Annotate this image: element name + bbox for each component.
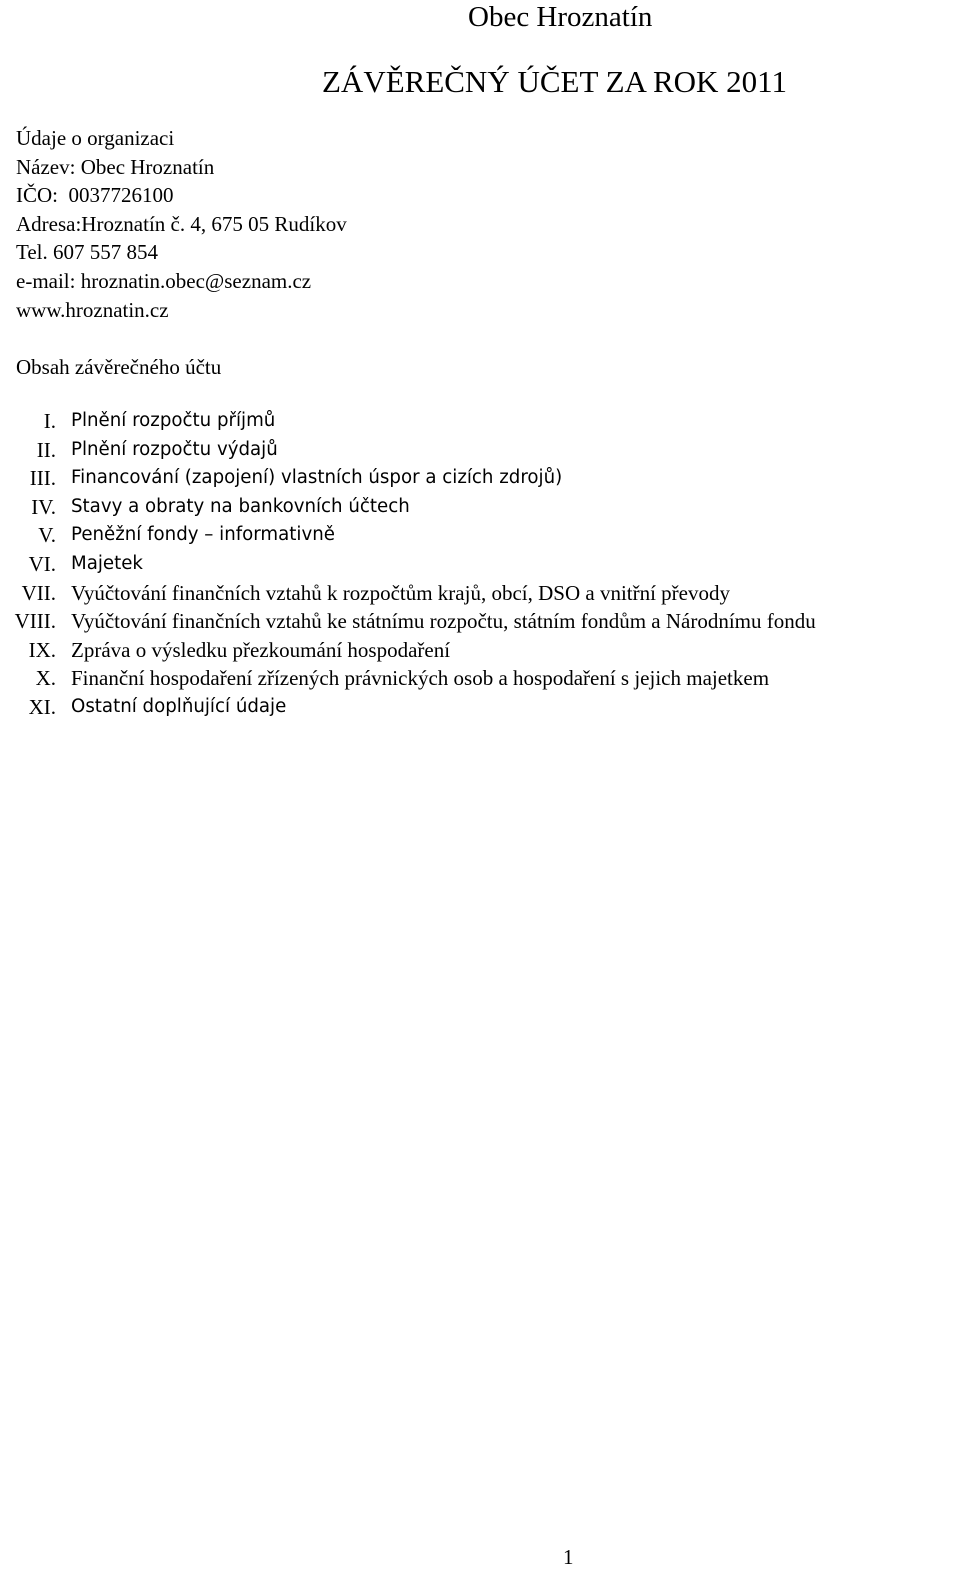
item-text: Finanční hospodaření zřízených právnických osob a hospodaření s jejich majetkem	[71, 666, 770, 691]
item-number: XI.	[28, 694, 56, 719]
item-number: III.	[29, 466, 56, 491]
item-number: VIII.	[14, 609, 56, 634]
item-text: Zpráva o výsledku přezkoumání hospodaření	[71, 637, 451, 662]
list-item	[0, 407, 816, 436]
item-number: IV.	[31, 494, 56, 519]
item-number: I.	[43, 409, 56, 433]
item-text: Plnění rozpočtu příjmů	[71, 410, 276, 431]
organization-heading: Údaje o organizaci	[16, 126, 175, 150]
list-item	[0, 464, 816, 493]
list-item	[0, 521, 816, 550]
item-text: Plnění rozpočtu výdajů	[71, 438, 278, 460]
item-text: Peněžní fondy – informativně	[71, 524, 335, 546]
item-number: IX.	[28, 637, 56, 662]
list-item	[0, 436, 816, 465]
organization-ico: IČO: 0037726100	[16, 183, 174, 208]
document-title: ZÁVĚREČNÝ ÚČET ZA ROK 2011	[322, 64, 787, 99]
municipality-name: Obec Hroznatín	[468, 1, 653, 33]
page-number: 1	[563, 1545, 574, 1569]
list-item	[0, 636, 816, 665]
organization-name: Název: Obec Hroznatín	[16, 154, 215, 179]
organization-web: www.hroznatin.cz	[16, 297, 169, 322]
item-number: V.	[38, 523, 56, 548]
list-item	[0, 693, 816, 722]
item-text: Stavy a obraty na bankovních účtech	[71, 495, 410, 517]
item-number: II.	[36, 437, 56, 462]
list-item	[0, 664, 816, 693]
organization-info	[16, 124, 347, 324]
contents-list	[0, 407, 816, 722]
item-text: Majetek	[71, 552, 143, 574]
list-item	[0, 579, 816, 608]
item-text: Vyúčtování finančních vztahů k rozpočtům krajů, obcí, DSO a vnitřní převody	[71, 580, 730, 605]
item-text: Financování (zapojení) vlastních úspor a cizích zdrojů)	[71, 467, 563, 489]
list-item	[0, 493, 816, 522]
item-number: VI.	[28, 551, 56, 576]
item-number: X.	[35, 666, 56, 691]
organization-phone: Tel. 607 557 854	[16, 240, 159, 265]
item-text: Ostatní doplňující údaje	[71, 695, 287, 717]
item-text: Vyúčtování finančních vztahů ke státnímu rozpočtu, státním fondům a Národnímu fondu	[71, 609, 816, 634]
organization-address: Adresa:Hroznatín č. 4, 675 05 Rudíkov	[16, 211, 347, 236]
organization-email: e-mail: hroznatin.obec@seznam.cz	[16, 268, 312, 293]
list-item	[0, 550, 816, 579]
item-number: VII.	[21, 580, 56, 605]
list-item	[0, 607, 816, 636]
contents-heading: Obsah závěrečného účtu	[16, 355, 222, 379]
